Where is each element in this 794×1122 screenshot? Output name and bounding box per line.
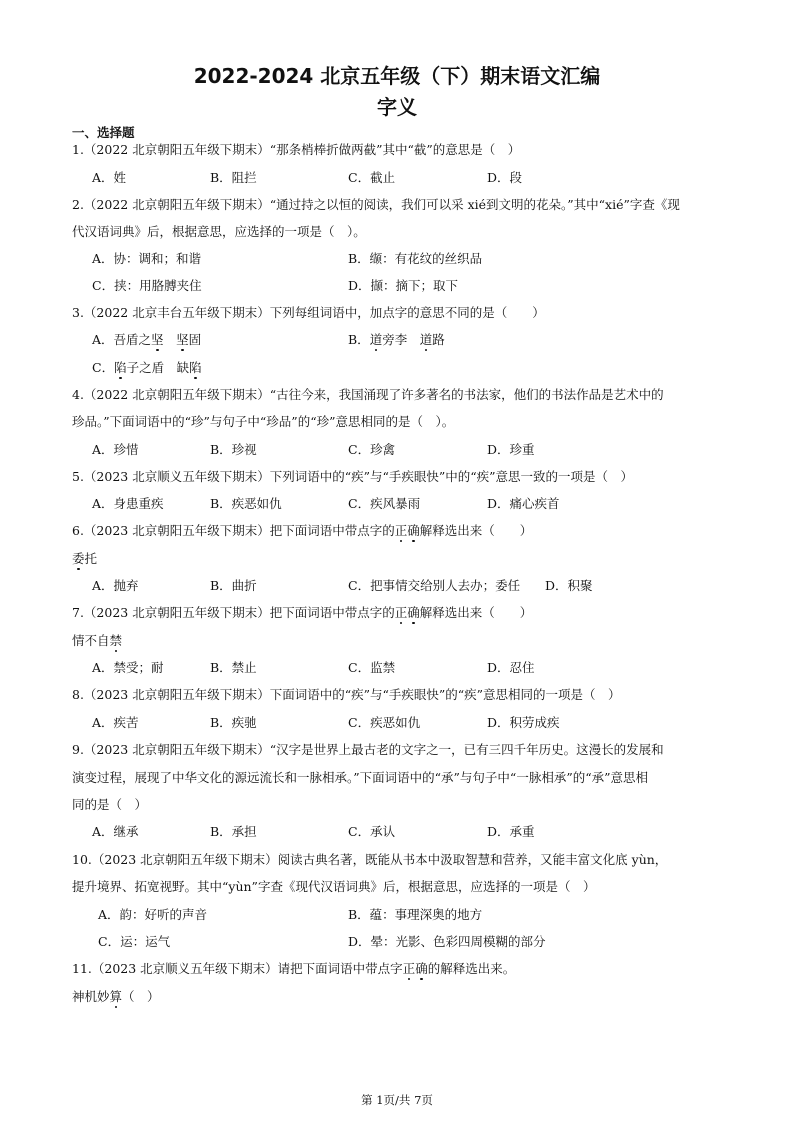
question-6-stem: 6.（2023 北京朝阳五年级下期末）把下面词语中带点字的正确解释选出来（ ） <box>72 523 533 538</box>
question-4-option-a: A．珍惜 <box>92 442 139 457</box>
document-title: 2022-2024 北京五年级（下）期末语文汇编 <box>193 64 601 88</box>
question-7-option-a: A．禁受；耐 <box>92 660 164 675</box>
emphasis-dot-char: 正 <box>394 523 408 538</box>
question-4-stem-line-1: 4.（2022 北京朝阳五年级下期末）“古往今来，我国涌现了许多著名的书法家，他们的书法作品是艺术中的 <box>72 387 664 402</box>
emphasis-dot-char: 坚 <box>176 332 189 347</box>
question-9-stem-line-2: 演变过程，展现了中华文化的源远流长和一脉相承。”下面词语中的“承”与句子中“一脉相承”的“承”意思相 <box>72 770 648 785</box>
emphasis-dot-char: 确 <box>407 605 420 620</box>
question-9-option-c: C．承认 <box>348 824 396 839</box>
question-2-stem-line-1: 2.（2022 北京朝阳五年级下期末）“通过持之以恒的阅读，我们可以采 xié到文明的花朵。”其中“xié”字查《现 <box>72 197 680 212</box>
emphasis-dot-char: 算 <box>109 989 123 1004</box>
question-11-stem: 11.（2023 北京顺义五年级下期末）请把下面词语中带点字正确的解释选出来。 <box>72 961 516 976</box>
question-9-option-b: B．承担 <box>210 824 257 839</box>
question-7-stem: 7.（2023 北京朝阳五年级下期末）把下面词语中带点字的正确解释选出来（ ） <box>72 605 533 620</box>
emphasis-dot-char: 道 <box>419 332 433 347</box>
question-10-option-a: A．韵：好听的声音 <box>98 907 208 922</box>
question-7-option-d: D．忍住 <box>487 660 535 675</box>
question-8-option-a: A．疾苦 <box>92 715 139 730</box>
question-9-option-a: A．继承 <box>92 824 139 839</box>
question-3-option-a: A．吾盾之坚 坚固 <box>92 332 202 347</box>
question-4-option-d: D．珍重 <box>487 442 535 457</box>
question-5-option-c: C．疾风暴雨 <box>348 496 421 511</box>
page-footer: 第 1页/共 7页 <box>361 1093 433 1107</box>
question-2-option-c: C．挟：用胳膊夹住 <box>92 278 202 293</box>
question-6-option-b: B．曲折 <box>210 578 257 593</box>
question-10-option-d: D．晕：光影、色彩四周模糊的部分 <box>348 934 546 949</box>
question-1-option-a: A．姓 <box>92 170 127 185</box>
question-10-option-b: B．蕴：事理深奥的地方 <box>348 907 483 922</box>
emphasis-dot-char: 陷 <box>114 360 127 375</box>
question-10-stem-line-2: 提升境界、拓宽视野。其中“yùn”字查《现代汉语词典》后，根据意思，应选择的一项是（ ） <box>72 879 596 894</box>
question-6-option-c: C．把事情交给别人去办；委任 <box>348 578 521 593</box>
question-1-option-d: D．段 <box>487 170 523 185</box>
emphasis-dot-char: 陷 <box>189 360 202 375</box>
document-subtitle: 字义 <box>377 95 417 119</box>
question-5-option-d: D．痛心疾首 <box>487 496 560 511</box>
emphasis-dot-char: 禁 <box>109 633 123 648</box>
question-9-option-d: D．承重 <box>487 824 535 839</box>
question-2-option-a: A．协：调和；和谐 <box>92 251 202 266</box>
question-1-stem: 1.（2022 北京朝阳五年级下期末）“那条梢棒折做两截”其中“截”的意思是（ ） <box>72 142 521 157</box>
question-5-option-b: B．疾恶如仇 <box>210 496 282 511</box>
question-3-option-c: C．陷子之盾 缺陷 <box>92 360 202 375</box>
question-8-option-c: C．疾恶如仇 <box>348 715 421 730</box>
question-9-stem-line-3: 同的是（ ） <box>72 797 148 812</box>
question-4-option-c: C．珍禽 <box>348 442 396 457</box>
question-4-option-b: B．珍视 <box>210 442 257 457</box>
question-6-option-a: A．抛弃 <box>92 578 139 593</box>
emphasis-dot-char: 正 <box>402 961 416 976</box>
question-1-option-c: C．截止 <box>348 170 396 185</box>
question-7-word: 情不自禁 <box>72 633 123 648</box>
question-2-option-d: D．撷：摘下；取下 <box>348 278 459 293</box>
question-6-word: 委托 <box>72 551 98 566</box>
question-3-stem: 3.（2022 北京丰台五年级下期末）下列每组词语中，加点字的意思不同的是（ ） <box>72 305 545 320</box>
emphasis-dot-char: 确 <box>407 523 420 538</box>
question-4-stem-line-2: 珍品。”下面词语中的“珍”与句子中“珍品”的“珍”意思相同的是（ ）。 <box>72 414 455 429</box>
question-2-stem-line-2: 代汉语词典》后，根据意思，应选择的一项是（ ）。 <box>72 224 366 239</box>
question-7-option-c: C．监禁 <box>348 660 396 675</box>
question-3-option-b: B．道旁李 道路 <box>348 332 445 347</box>
question-8-option-b: B．疾驰 <box>210 715 257 730</box>
emphasis-dot-char: 委 <box>72 551 85 566</box>
question-9-stem-line-1: 9.（2023 北京朝阳五年级下期末）“汉字是世界上最古老的文字之一，已有三四千年历史。这漫长的发展和 <box>72 742 664 757</box>
question-8-stem: 8.（2023 北京朝阳五年级下期末）下面词语中的“疾”与“手疾眼快”的“疾”意思相同的一项是（ ） <box>72 687 621 702</box>
section-heading: 一、选择题 <box>72 125 135 140</box>
question-8-option-d: D．积劳成疾 <box>487 715 560 730</box>
emphasis-dot-char: 确 <box>415 961 428 976</box>
question-11-word: 神机妙算（ ） <box>72 989 160 1004</box>
question-10-stem-line-1: 10.（2023 北京朝阳五年级下期末）阅读古典名著，既能从书本中汲取智慧和营养，又能丰富文化底 yùn， <box>72 852 668 867</box>
emphasis-dot-char: 道 <box>369 332 383 347</box>
question-7-option-b: B．禁止 <box>210 660 257 675</box>
question-5-stem: 5.（2023 北京顺义五年级下期末）下列词语中的“疾”与“手疾眼快”中的“疾”意思一致的一项是（ ） <box>72 469 634 484</box>
question-10-option-c: C．运：运气 <box>98 934 171 949</box>
question-6-option-d: D．积聚 <box>545 578 593 593</box>
emphasis-dot-char: 正 <box>394 605 408 620</box>
question-1-option-b: B．阻拦 <box>210 170 257 185</box>
emphasis-dot-char: 坚 <box>151 332 164 347</box>
question-2-option-b: B．缬：有花纹的丝织品 <box>348 251 483 266</box>
question-5-option-a: A．身患重疾 <box>92 496 164 511</box>
